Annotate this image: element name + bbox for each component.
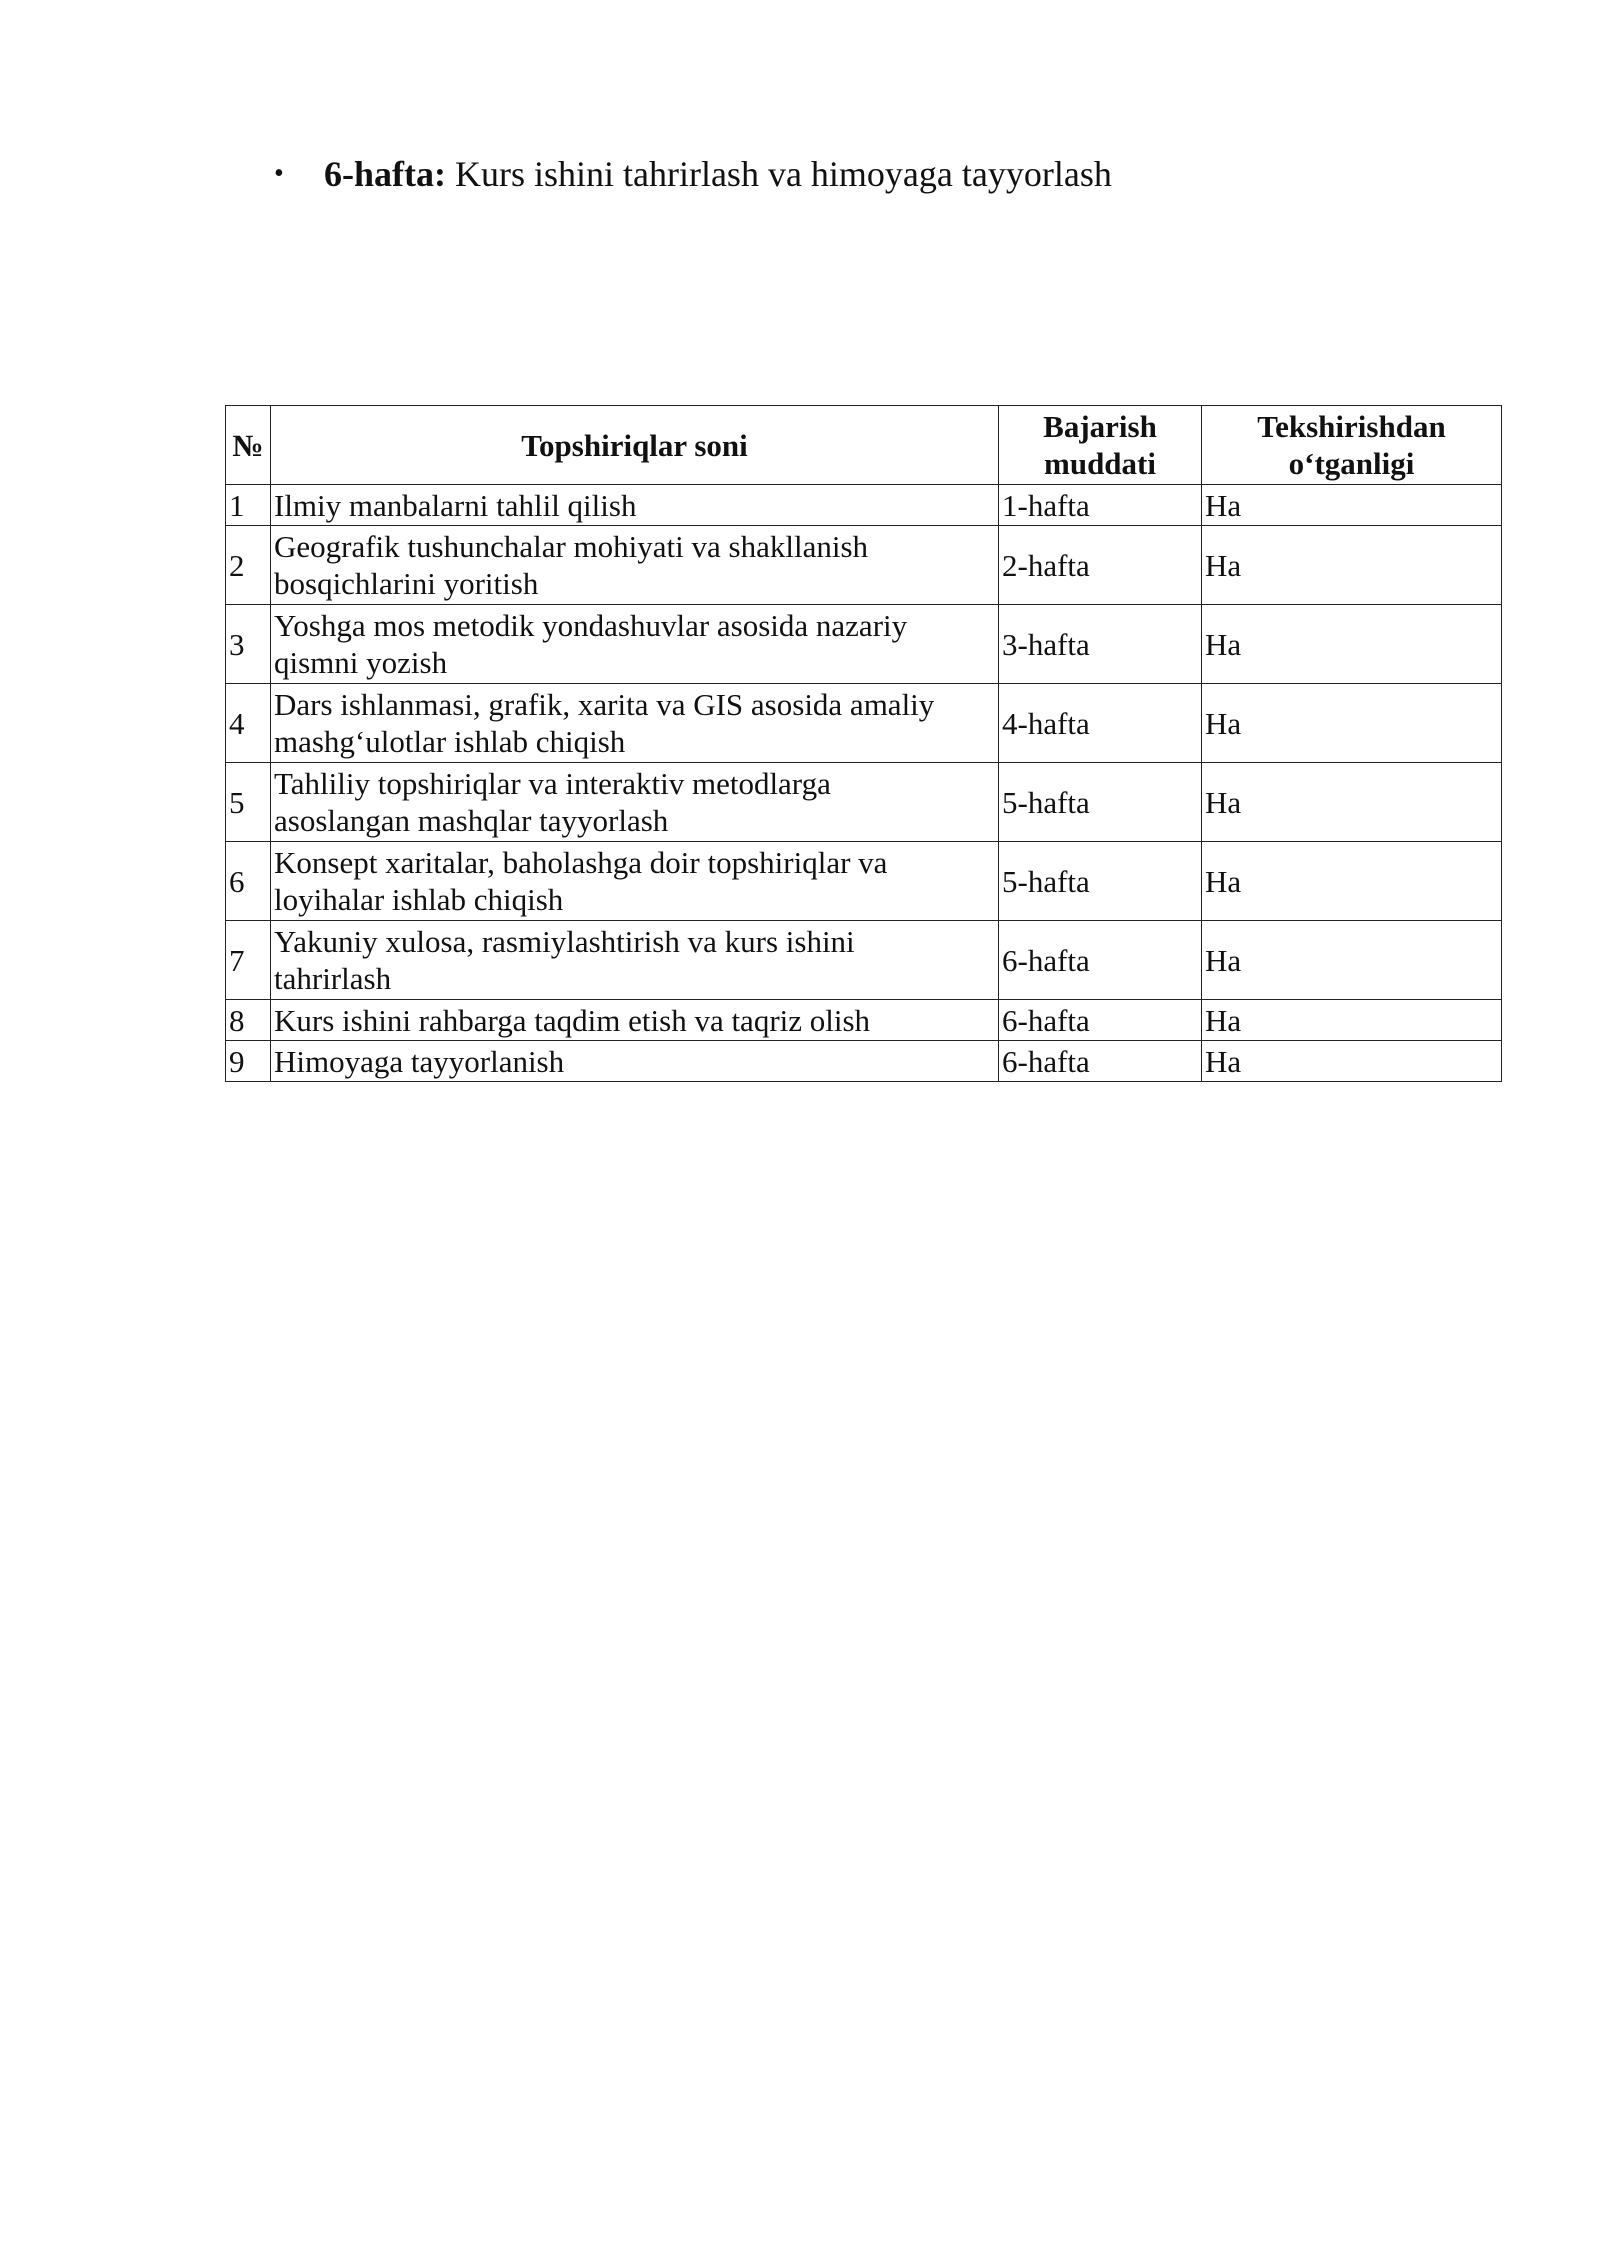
row-check: Ha	[1202, 526, 1502, 605]
row-task	[271, 684, 999, 763]
row-task-line1: Geografik tushunchalar mohiyati va shakllanish	[274, 529, 869, 564]
header-number: №	[226, 406, 271, 485]
row-check: Ha	[1202, 605, 1502, 684]
row-task-line1: Yoshga mos metodik yondashuvlar asosida nazariy	[274, 608, 908, 643]
row-task-line2: mashg‘ulotlar ishlab chiqish	[274, 724, 626, 759]
row-term: 6-hafta	[999, 1041, 1202, 1082]
bullet-icon: •	[274, 158, 284, 189]
row-check: Ha	[1202, 485, 1502, 526]
row-task-line1: Yakuniy xulosa, rasmiylashtirish va kurs ishini	[274, 924, 855, 959]
task-schedule-table	[225, 405, 1502, 1082]
row-task-line1: Dars ishlanmasi, grafik, xarita va GIS asosida amaliy	[274, 687, 935, 722]
row-task-line1: Ilmiy manbalarni tahlil qilish	[274, 487, 637, 523]
row-task	[271, 1041, 999, 1082]
header-task: Topshiriqlar soni	[271, 406, 999, 485]
row-term: 2-hafta	[999, 526, 1202, 605]
row-task-line2: tahrirlash	[274, 961, 392, 996]
bullet-week-label: 6-hafta:	[324, 154, 446, 194]
row-task-line1: Kurs ishini rahbarga taqdim etish va taqriz olish	[274, 1002, 871, 1038]
row-term: 3-hafta	[999, 605, 1202, 684]
row-number: 7	[226, 921, 271, 1000]
row-number: 4	[226, 684, 271, 763]
row-term: 5-hafta	[999, 842, 1202, 921]
row-task	[271, 921, 999, 1000]
row-task-line2: bosqichlarini yoritish	[274, 566, 539, 601]
table-row	[226, 605, 1502, 684]
row-task	[271, 1000, 999, 1041]
row-task	[271, 842, 999, 921]
table-row	[226, 763, 1502, 842]
row-number: 3	[226, 605, 271, 684]
row-term: 5-hafta	[999, 763, 1202, 842]
table-row	[226, 485, 1502, 526]
row-check: Ha	[1202, 763, 1502, 842]
row-term: 6-hafta	[999, 1000, 1202, 1041]
row-task	[271, 526, 999, 605]
table-row	[226, 842, 1502, 921]
header-check	[1202, 406, 1502, 485]
row-task	[271, 763, 999, 842]
table-row	[226, 1041, 1502, 1082]
header-term-line2: muddati	[1044, 446, 1156, 481]
row-task-line1: Himoyaga tayyorlanish	[274, 1043, 565, 1079]
row-number: 2	[226, 526, 271, 605]
row-task-line1: Konsept xaritalar, baholashga doir topshiriqlar va	[274, 845, 888, 880]
row-number: 9	[226, 1041, 271, 1082]
row-task	[271, 485, 999, 526]
bullet-week-text: Kurs ishini tahrirlash va himoyaga tayyorlash	[445, 154, 1112, 194]
row-check: Ha	[1202, 842, 1502, 921]
row-task-line2: loyihalar ishlab chiqish	[274, 882, 564, 917]
header-check-line1: Tekshirishdan	[1257, 409, 1446, 444]
header-term	[999, 406, 1202, 485]
table-row	[226, 526, 1502, 605]
row-check: Ha	[1202, 1041, 1502, 1082]
row-check: Ha	[1202, 921, 1502, 1000]
row-number: 6	[226, 842, 271, 921]
row-check: Ha	[1202, 684, 1502, 763]
row-number: 5	[226, 763, 271, 842]
header-term-line1: Bajarish	[1043, 409, 1157, 444]
table-row	[226, 1000, 1502, 1041]
header-check-line2: o‘tganligi	[1288, 446, 1415, 481]
row-term: 1-hafta	[999, 485, 1202, 526]
table-row	[226, 684, 1502, 763]
row-number: 1	[226, 485, 271, 526]
row-task-line2: asoslangan mashqlar tayyorlash	[274, 803, 669, 838]
row-task	[271, 605, 999, 684]
table-row	[226, 921, 1502, 1000]
row-task-line2: qismni yozish	[274, 645, 448, 680]
row-number: 8	[226, 1000, 271, 1041]
table-header-row	[226, 406, 1502, 485]
week-bullet-item	[274, 150, 1112, 198]
row-term: 6-hafta	[999, 921, 1202, 1000]
row-task-line1: Tahliliy topshiriqlar va interaktiv metodlarga	[274, 766, 831, 801]
row-term: 4-hafta	[999, 684, 1202, 763]
row-check: Ha	[1202, 1000, 1502, 1041]
